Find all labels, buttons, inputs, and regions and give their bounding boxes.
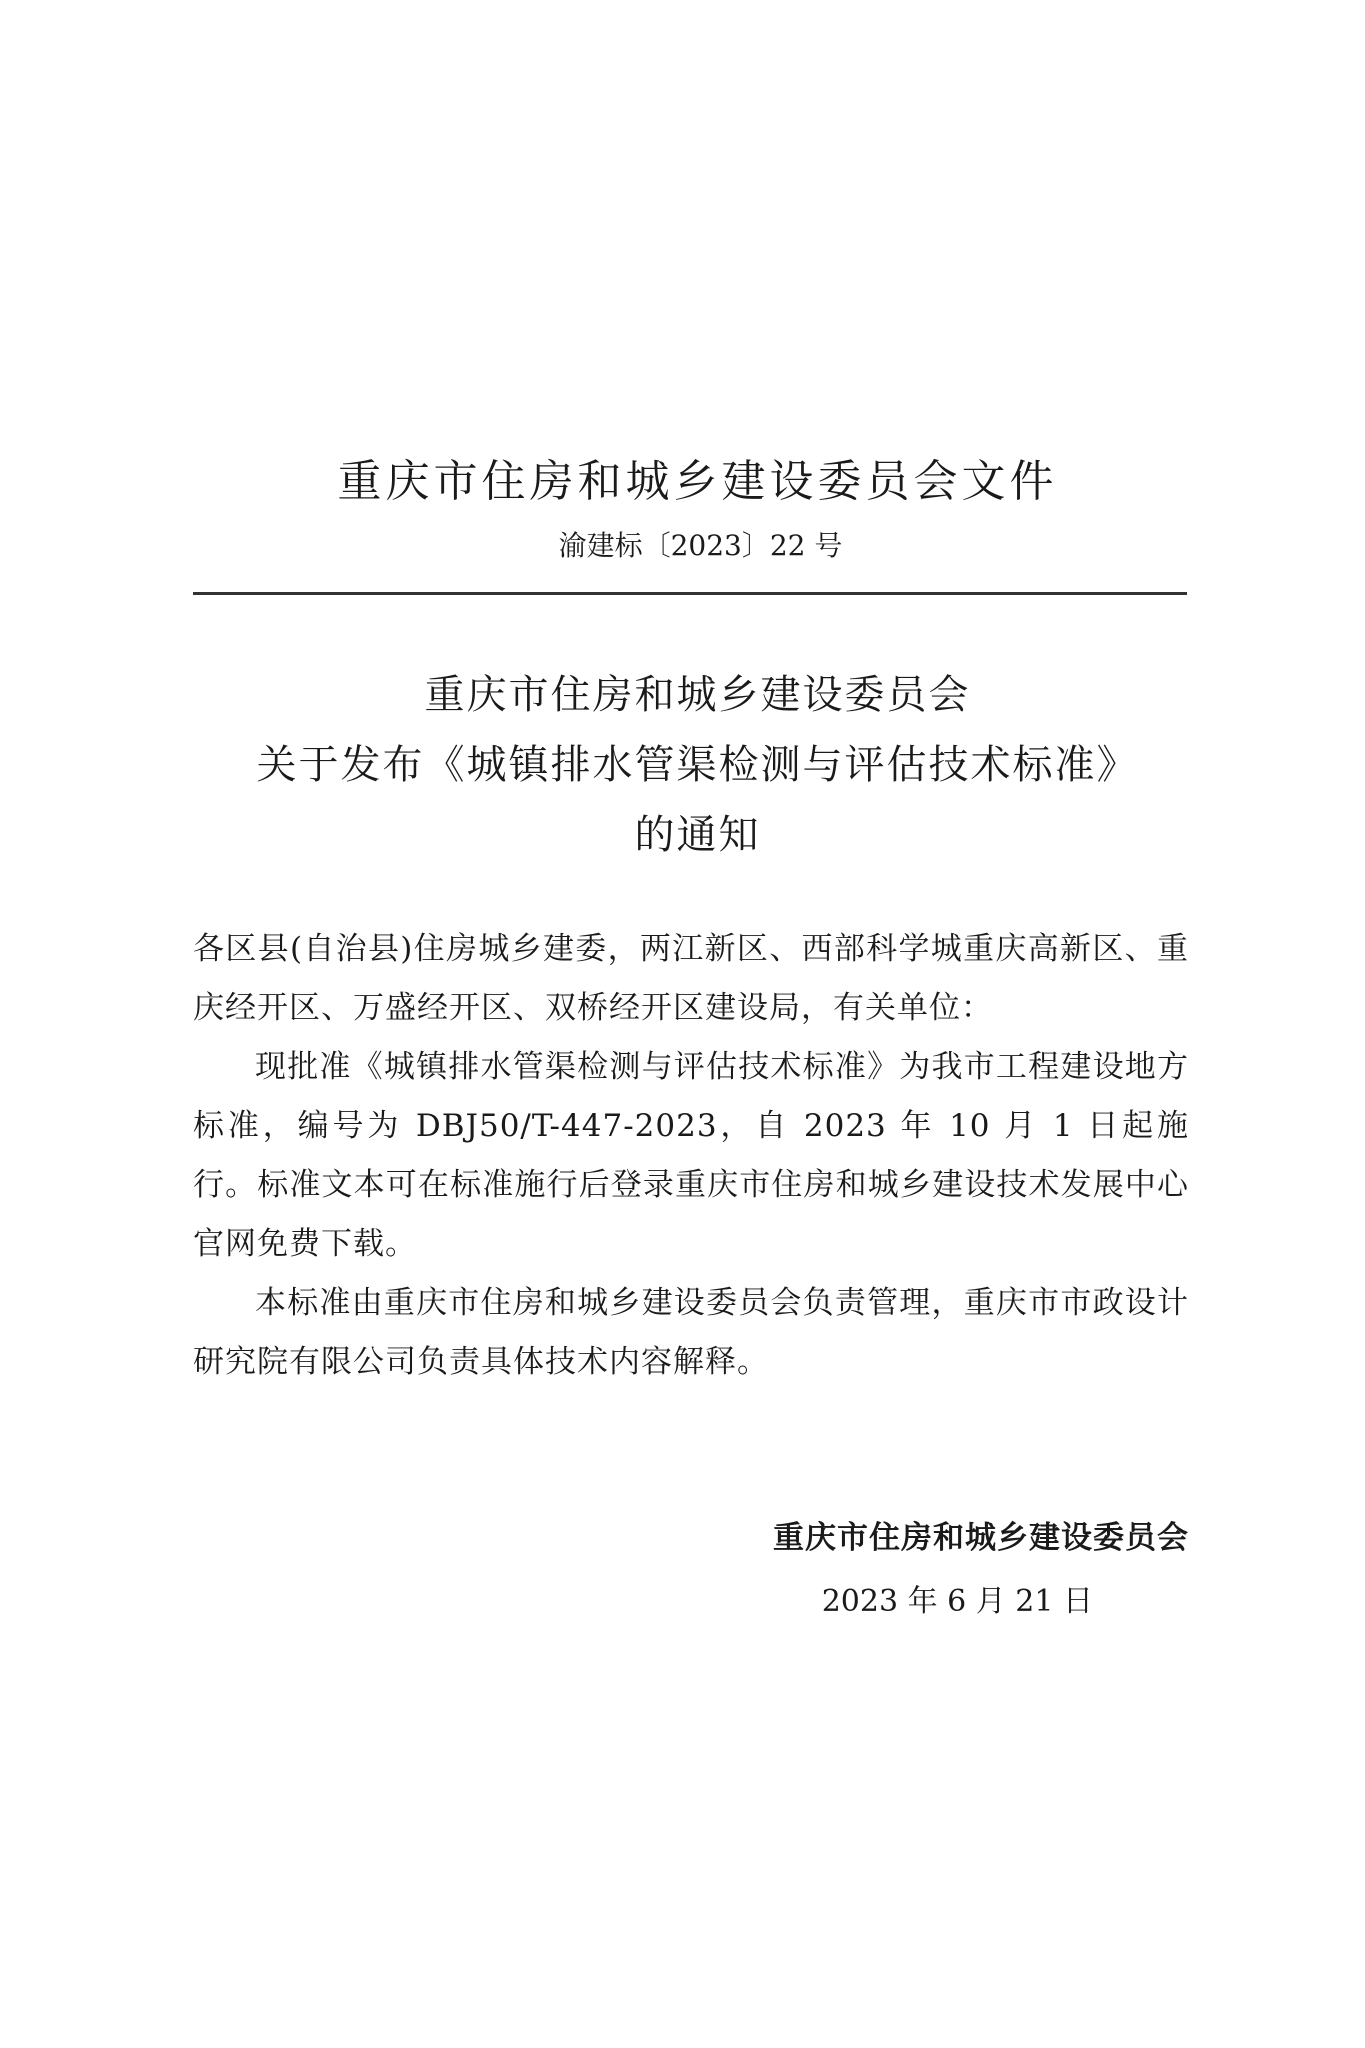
signing-organization: 重庆市住房和城乡建设委员会	[773, 1520, 1189, 1556]
notice-title-line-3: 的通知	[634, 812, 761, 858]
issuer-title: 重庆市住房和城乡建设委员会文件	[337, 456, 1058, 507]
document-number: 渝建标〔2023〕22 号	[558, 529, 843, 562]
notice-body	[193, 920, 1189, 1392]
addressee: 各区县(自治县)住房城乡建委，两江新区、西部科学城重庆高新区、重庆经开区、万盛经开区、双桥经开区建设局，有关单位：	[193, 931, 1189, 1026]
notice-title	[0, 660, 1365, 870]
document-header	[0, 452, 1365, 566]
body-paragraph-2: 本标准由重庆市住房和城乡建设委员会负责管理，重庆市市政设计研究院有限公司负责具体技术内容解释。	[193, 1285, 1189, 1380]
body-paragraph-1: 现批准《城镇排水管渠检测与评估技术标准》为我市工程建设地方标准，编号为 DBJ50/T-447-2023，自 2023 年 10 月 1 日起施行。标准文本可在标准施行后登录重庆市住房和城乡建设技术发展中心官网免费下载。	[193, 1049, 1189, 1262]
signing-date: 2023 年 6 月 21 日	[821, 1584, 1093, 1619]
notice-title-line-1: 重庆市住房和城乡建设委员会	[424, 672, 971, 718]
header-divider	[193, 592, 1187, 595]
notice-title-line-2: 关于发布《城镇排水管渠检测与评估技术标准》	[256, 742, 1139, 788]
signature-block	[773, 1514, 1189, 1624]
